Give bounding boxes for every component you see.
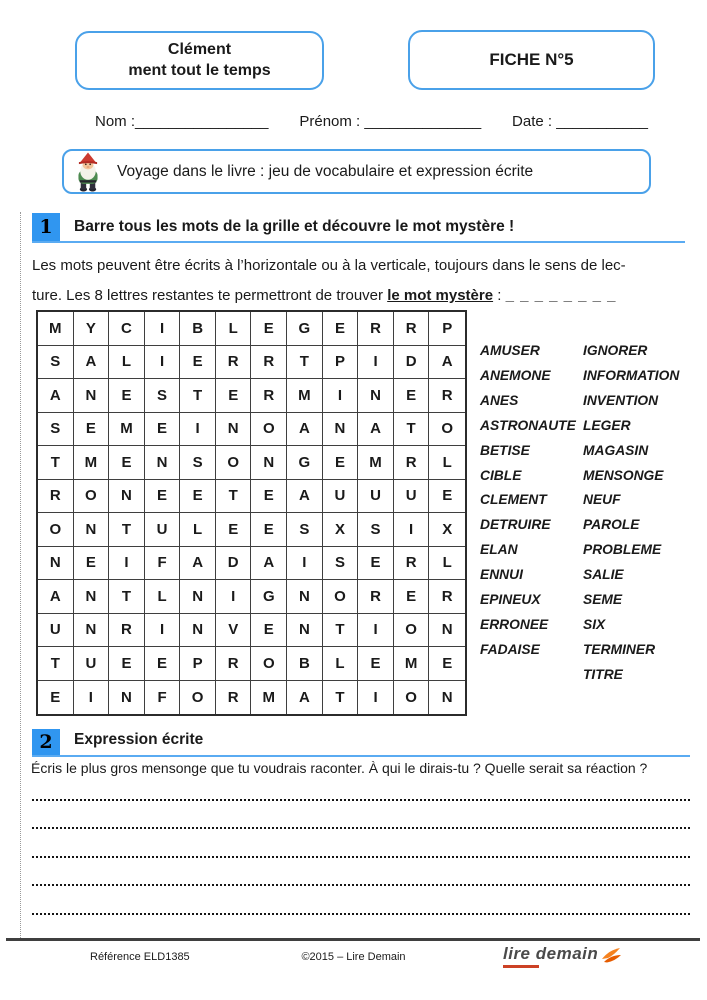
grid-cell[interactable]: T — [394, 413, 430, 447]
publisher-logo-tagline-bar — [503, 965, 539, 968]
grid-cell[interactable]: S — [358, 513, 394, 547]
writing-line[interactable] — [32, 829, 690, 858]
mystery-word-blanks[interactable]: _ _ _ _ _ _ _ _ — [505, 287, 617, 304]
prenom-field — [299, 113, 481, 130]
grid-cell[interactable]: N — [251, 446, 287, 480]
word-list-item[interactable]: TITRE — [583, 666, 623, 682]
grid-cell[interactable]: S — [323, 547, 359, 581]
word-list-item[interactable]: ELAN — [480, 542, 518, 558]
grid-cell[interactable]: L — [180, 513, 216, 547]
word-list-item[interactable]: DETRUIRE — [480, 517, 551, 533]
grid-cell[interactable]: O — [394, 614, 430, 648]
grid-cell[interactable]: O — [394, 681, 430, 715]
mystery-colon: : — [493, 287, 506, 304]
grid-cell[interactable]: N — [180, 580, 216, 614]
grid-cell[interactable]: E — [323, 446, 359, 480]
instructions-line2 — [32, 281, 700, 311]
grid-cell[interactable]: E — [180, 346, 216, 380]
word-list-item[interactable]: ANEMONE — [480, 367, 551, 383]
word-list-item[interactable]: INFORMATION — [583, 367, 680, 383]
grid-cell[interactable]: M — [287, 379, 323, 413]
grid-cell[interactable]: E — [145, 413, 181, 447]
grid-cell[interactable]: U — [323, 480, 359, 514]
word-list-item[interactable]: INVENTION — [583, 392, 659, 408]
grid-cell[interactable]: N — [216, 413, 252, 447]
word-list-item[interactable]: SALIE — [583, 567, 624, 583]
grid-cell[interactable]: N — [323, 413, 359, 447]
grid-cell[interactable]: R — [394, 312, 430, 346]
grid-cell[interactable]: M — [74, 446, 110, 480]
grid-cell[interactable]: P — [180, 647, 216, 681]
section1-number: 1 — [39, 216, 53, 238]
word-list-item[interactable]: ERRONEE — [480, 616, 549, 632]
grid-cell[interactable]: T — [323, 614, 359, 648]
publisher-logo-text: lire demain — [503, 944, 599, 963]
footer-rule — [6, 938, 700, 941]
grid-cell[interactable]: T — [287, 346, 323, 380]
fiche-number-label: FICHE N°5 — [489, 49, 574, 69]
writing-line[interactable] — [32, 801, 690, 830]
grid-cell[interactable]: D — [394, 346, 430, 380]
word-list-item[interactable]: CLEMENT — [480, 492, 547, 508]
grid-cell[interactable]: B — [180, 312, 216, 346]
grid-cell[interactable]: M — [109, 413, 145, 447]
grid-cell[interactable]: E — [429, 480, 465, 514]
word-list-item[interactable]: ENNUI — [480, 567, 523, 583]
grid-cell[interactable]: R — [38, 480, 74, 514]
grid-cell[interactable]: E — [358, 647, 394, 681]
grid-cell[interactable]: G — [287, 312, 323, 346]
left-dotted-guide — [20, 212, 21, 938]
date-field — [512, 113, 648, 130]
nom-blank[interactable]: ________________ — [135, 113, 269, 130]
grid-cell[interactable]: S — [38, 413, 74, 447]
grid-cell[interactable]: E — [109, 446, 145, 480]
grid-cell[interactable]: G — [287, 446, 323, 480]
book-title-box — [75, 31, 324, 90]
grid-cell[interactable]: E — [358, 547, 394, 581]
grid-cell[interactable]: E — [145, 647, 181, 681]
word-list-item[interactable]: AMUSER — [480, 343, 540, 358]
writing-line[interactable] — [32, 858, 690, 887]
grid-cell[interactable]: X — [323, 513, 359, 547]
section2-number: 2 — [39, 731, 53, 753]
grid-cell[interactable]: A — [74, 346, 110, 380]
word-list-item[interactable]: PROBLEME — [583, 542, 662, 558]
grid-cell[interactable]: F — [145, 547, 181, 581]
grid-cell[interactable]: O — [251, 413, 287, 447]
grid-cell[interactable]: O — [429, 413, 465, 447]
date-blank[interactable]: ___________ — [556, 113, 648, 130]
grid-cell[interactable]: T — [109, 513, 145, 547]
grid-cell[interactable]: U — [145, 513, 181, 547]
word-list-item[interactable]: NEUF — [583, 492, 621, 508]
grid-cell[interactable]: A — [38, 580, 74, 614]
book-title: Clément ment tout le temps — [128, 40, 271, 79]
mystery-word-label: le mot mystère — [387, 287, 494, 304]
grid-cell[interactable]: N — [429, 614, 465, 648]
grid-cell[interactable]: U — [38, 614, 74, 648]
grid-cell[interactable]: N — [287, 580, 323, 614]
grid-cell[interactable]: A — [287, 681, 323, 715]
word-list-item[interactable]: SIX — [583, 616, 606, 632]
grid-cell[interactable]: O — [74, 480, 110, 514]
section2-rule — [32, 755, 690, 757]
grid-cell[interactable]: I — [323, 379, 359, 413]
grid-cell[interactable]: N — [145, 446, 181, 480]
grid-cell[interactable]: A — [429, 346, 465, 380]
word-list-item[interactable]: LEGER — [583, 417, 631, 433]
grid-cell[interactable]: O — [216, 446, 252, 480]
grid-cell[interactable]: N — [358, 379, 394, 413]
grid-cell[interactable]: E — [216, 379, 252, 413]
grid-cell[interactable]: O — [323, 580, 359, 614]
grid-cell[interactable]: I — [287, 547, 323, 581]
grid-cell[interactable]: I — [109, 547, 145, 581]
word-list-item[interactable]: MAGASIN — [583, 442, 649, 458]
grid-cell[interactable]: I — [358, 614, 394, 648]
grid-cell[interactable]: R — [251, 379, 287, 413]
grid-cell[interactable]: M — [358, 446, 394, 480]
grid-cell[interactable]: L — [216, 312, 252, 346]
grid-cell[interactable]: E — [38, 681, 74, 715]
fiche-number-box — [408, 30, 655, 90]
grid-cell[interactable]: G — [251, 580, 287, 614]
grid-cell[interactable]: N — [74, 580, 110, 614]
writing-prompt: Écris le plus gros mensonge que tu voudrais raconter. À qui le dirais-tu ? Quelle serait sa réaction ? — [31, 760, 648, 776]
grid-cell[interactable]: I — [358, 681, 394, 715]
grid-cell[interactable]: E — [74, 413, 110, 447]
writing-line[interactable] — [32, 772, 690, 801]
grid-cell[interactable]: E — [251, 480, 287, 514]
grid-cell[interactable]: T — [323, 681, 359, 715]
grid-cell[interactable]: L — [145, 580, 181, 614]
publisher-logo — [503, 944, 622, 968]
grid-cell[interactable]: N — [180, 614, 216, 648]
grid-cell[interactable]: U — [394, 480, 430, 514]
grid-cell[interactable]: A — [251, 547, 287, 581]
word-list-item[interactable]: CIBLE — [480, 467, 522, 483]
grid-cell[interactable]: E — [180, 480, 216, 514]
grid-cell[interactable]: S — [38, 346, 74, 380]
grid-cell[interactable]: I — [145, 346, 181, 380]
word-list-item[interactable]: TERMINER — [583, 641, 656, 657]
grid-cell[interactable]: L — [323, 647, 359, 681]
section1-title: Barre tous les mots de la grille et découvre le mot mystère ! — [74, 218, 515, 235]
grid-cell[interactable]: E — [251, 312, 287, 346]
grid-cell[interactable]: X — [429, 513, 465, 547]
grid-cell[interactable]: L — [429, 547, 465, 581]
grid-cell[interactable]: N — [441, 688, 453, 706]
section1-number-badge — [32, 213, 60, 241]
prenom-blank[interactable]: ______________ — [364, 113, 482, 130]
word-list-col1 — [480, 339, 576, 663]
word-list-item[interactable]: MENSONGE — [583, 467, 664, 483]
section1-instructions — [32, 251, 700, 311]
nom-field — [95, 113, 269, 130]
grid-cell[interactable]: R — [251, 346, 287, 380]
writing-line[interactable] — [32, 886, 690, 915]
word-list-item[interactable]: BETISE — [480, 442, 530, 458]
grid-cell[interactable]: C — [109, 312, 145, 346]
grid-cell[interactable]: I — [394, 513, 430, 547]
grid-cell[interactable]: E — [251, 513, 287, 547]
grid-cell[interactable]: N — [74, 379, 110, 413]
theme-banner — [62, 149, 651, 194]
grid-cell[interactable]: N — [287, 614, 323, 648]
section1-rule — [32, 241, 685, 243]
grid-cell[interactable]: T — [38, 647, 74, 681]
grid-cell[interactable]: N — [109, 480, 145, 514]
grid-cell[interactable]: R — [216, 346, 252, 380]
grid-cell[interactable]: U — [358, 480, 394, 514]
grid-cell[interactable]: R — [216, 681, 252, 715]
grid-cell[interactable]: N — [109, 681, 145, 715]
grid-cell[interactable]: O — [251, 647, 287, 681]
grid-cell[interactable]: M — [394, 647, 430, 681]
grid-cell[interactable]: S — [145, 379, 181, 413]
grid-cell[interactable]: E — [394, 379, 430, 413]
grid-cell[interactable]: Y — [74, 312, 110, 346]
grid-cell[interactable]: L — [429, 446, 465, 480]
grid-cell[interactable]: T — [109, 580, 145, 614]
grid-cell[interactable]: A — [358, 413, 394, 447]
grid-cell[interactable]: U — [74, 647, 110, 681]
grid-cell[interactable]: O — [180, 681, 216, 715]
grid-cell[interactable]: A — [287, 413, 323, 447]
grid-cell[interactable]: I — [358, 346, 394, 380]
grid-cell[interactable]: D — [216, 547, 252, 581]
footer-copyright: ©2015 – Lire Demain — [301, 951, 406, 963]
grid-cell[interactable]: F — [145, 681, 181, 715]
section2-title: Expression écrite — [74, 731, 204, 748]
grid-cell[interactable]: P — [429, 312, 465, 346]
grid-cell[interactable]: N — [38, 547, 74, 581]
grid-cell[interactable]: E — [109, 379, 145, 413]
grid-cell[interactable]: I — [216, 580, 252, 614]
grid-cell[interactable]: R — [429, 580, 465, 614]
grid-cell[interactable]: I — [180, 413, 216, 447]
grid-cell[interactable]: E — [429, 647, 465, 681]
gnome-icon — [69, 152, 107, 192]
word-list-item[interactable]: ANES — [480, 392, 519, 408]
theme-text: Voyage dans le livre : jeu de vocabulaire et expression écrite — [117, 162, 534, 180]
identity-row — [95, 113, 648, 130]
grid-cell[interactable]: O — [38, 513, 74, 547]
grid-cell[interactable]: I — [145, 312, 181, 346]
grid-cell[interactable]: M — [251, 681, 287, 715]
grid-cell[interactable]: I — [145, 614, 181, 648]
grid-cell[interactable]: E — [216, 513, 252, 547]
nom-label: Nom : — [95, 113, 136, 130]
prenom-label: Prénom : — [299, 113, 365, 130]
word-list-item[interactable]: SEME — [583, 592, 623, 608]
grid-cell[interactable]: T — [216, 480, 252, 514]
word-list-item[interactable]: PAROLE — [583, 517, 640, 533]
grid-cell[interactable]: T — [180, 379, 216, 413]
grid-cell[interactable]: E — [394, 580, 430, 614]
grid-cell[interactable]: E — [145, 480, 181, 514]
footer-reference: Référence ELD1385 — [90, 951, 190, 963]
instructions-line2-prefix: ture. Les 8 lettres restantes te permettront de trouver — [32, 287, 388, 304]
grid-cell[interactable]: A — [38, 379, 74, 413]
writing-lines — [32, 772, 690, 915]
word-grid — [36, 310, 467, 716]
section2-number-badge — [32, 729, 60, 755]
grid-cell[interactable]: S — [287, 513, 323, 547]
grid-cell[interactable]: M — [38, 312, 74, 346]
grid-cell[interactable]: E — [251, 614, 287, 648]
instructions-line1: Les mots peuvent être écrits à l’horizontale ou à la verticale, toujours dans le sens de lec- — [32, 257, 626, 274]
grid-cell[interactable]: T — [38, 446, 74, 480]
grid-cell[interactable]: A — [287, 480, 323, 514]
grid-cell[interactable]: P — [323, 346, 359, 380]
grid-cell[interactable]: N — [74, 614, 110, 648]
grid-cell[interactable]: V — [216, 614, 252, 648]
grid-cell[interactable]: R — [429, 379, 465, 413]
grid-cell[interactable]: I — [74, 681, 110, 715]
grid-cell[interactable]: R — [216, 647, 252, 681]
grid-cell[interactable]: R — [358, 312, 394, 346]
grid-cell[interactable]: E — [323, 312, 359, 346]
leaf-icon — [600, 946, 622, 966]
grid-cell[interactable]: B — [287, 647, 323, 681]
grid-cell[interactable]: A — [180, 547, 216, 581]
word-list-item[interactable]: IGNORER — [583, 343, 648, 358]
grid-cell[interactable]: R — [358, 580, 394, 614]
word-list-item[interactable]: FADAISE — [480, 641, 540, 657]
grid-cell[interactable]: E — [74, 547, 110, 581]
word-list-item[interactable]: ASTRONAUTE — [480, 417, 576, 433]
grid-cell[interactable]: N — [74, 513, 110, 547]
word-list-col2 — [583, 339, 679, 688]
grid-cell[interactable]: L — [109, 346, 145, 380]
date-label: Date : — [512, 113, 557, 130]
grid-cell[interactable]: R — [109, 614, 145, 648]
grid-cell[interactable]: R — [394, 547, 430, 581]
grid-cell[interactable]: E — [109, 647, 145, 681]
word-list-item[interactable]: EPINEUX — [480, 592, 541, 608]
grid-cell[interactable]: S — [180, 446, 216, 480]
grid-cell[interactable]: R — [394, 446, 430, 480]
